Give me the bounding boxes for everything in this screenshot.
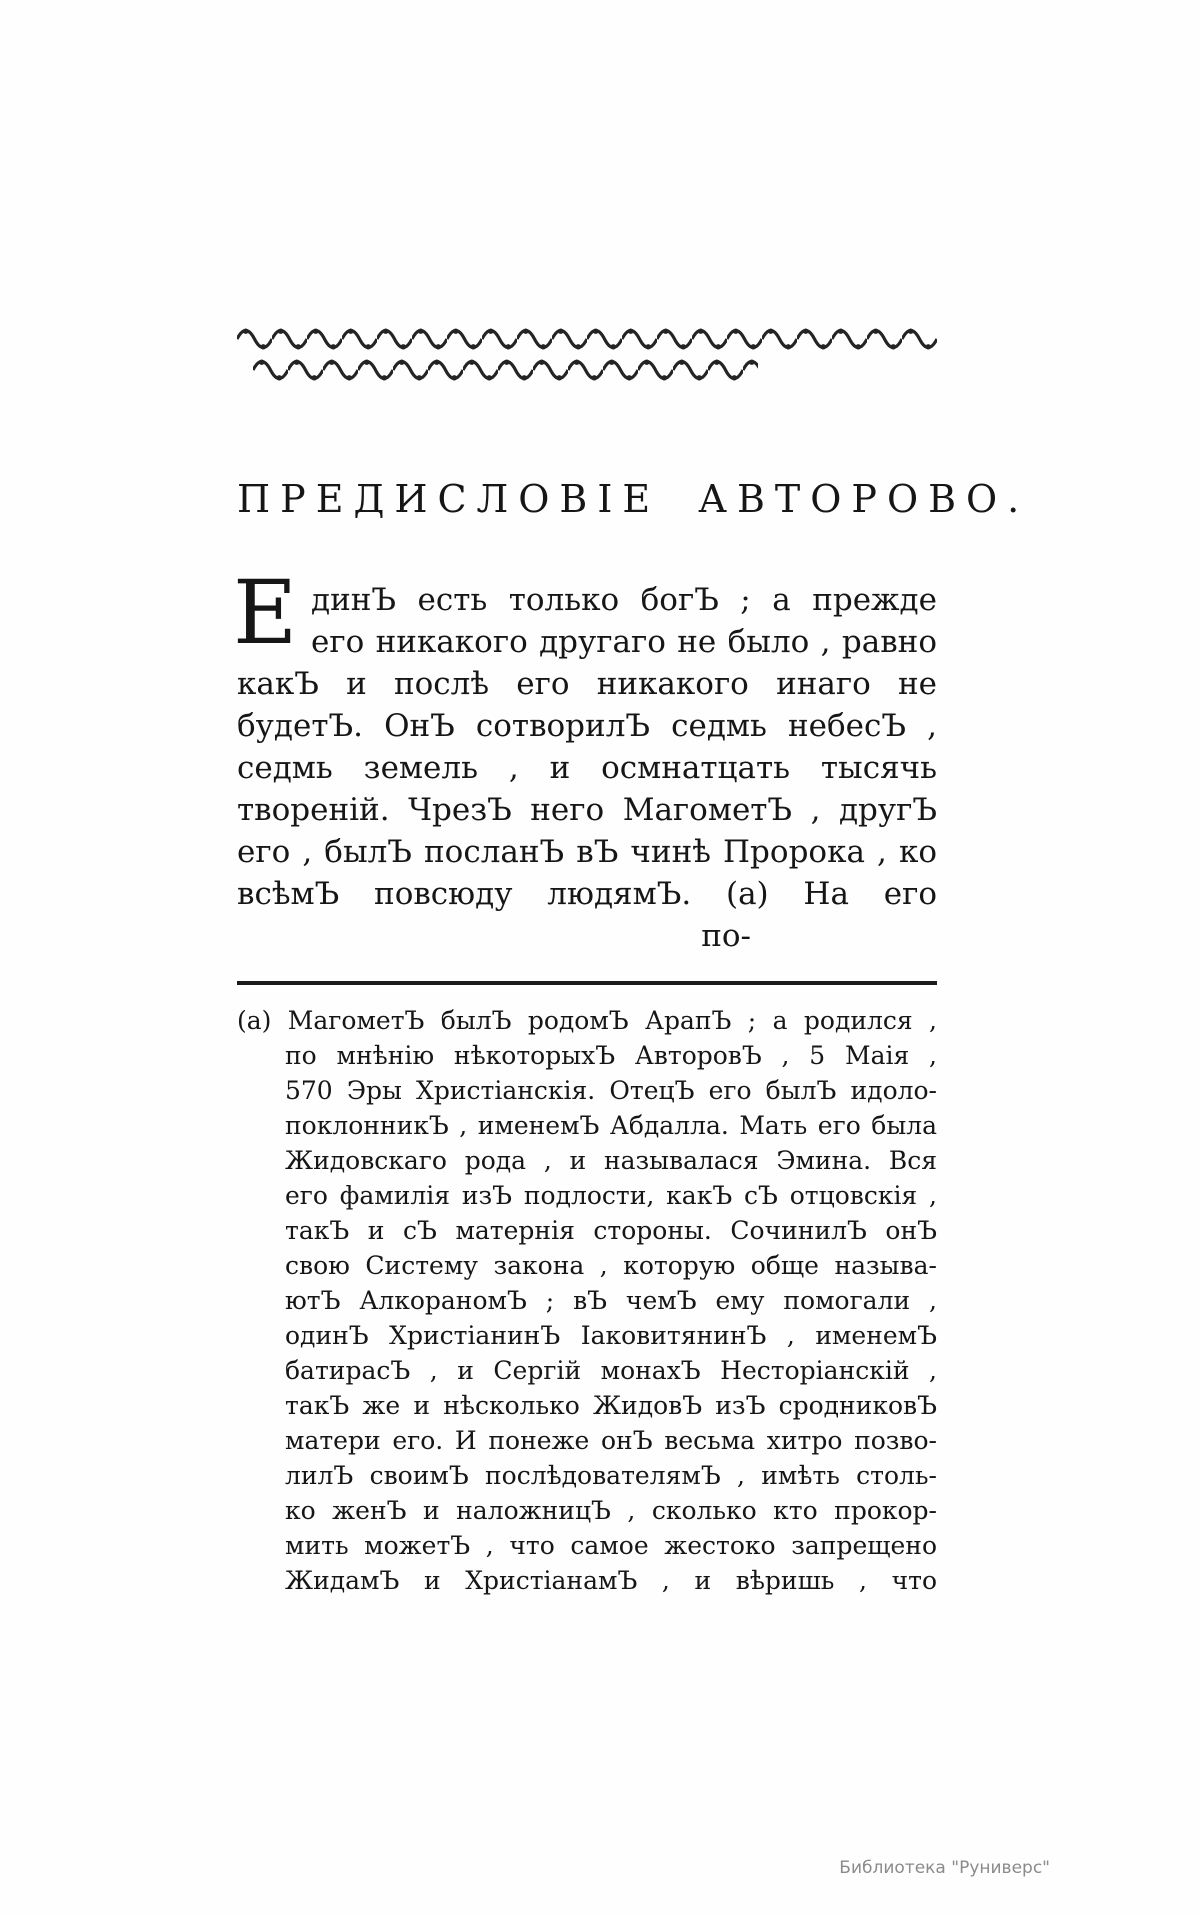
text-block — [233, 0, 1030, 1598]
library-watermark: Библиотека "Руниверс" — [839, 1858, 1050, 1878]
catchword: по- — [701, 918, 751, 954]
dropcap-initial: Е — [233, 561, 298, 664]
ornament-row-top-icon — [237, 326, 937, 352]
footnote-rule — [237, 981, 937, 985]
floral-vine-ornament — [237, 326, 937, 383]
body-lines: динЪ есть только богЪ ; а прежде его никакого другаго не было , равно какЪ и послѣ его никакого инаго не будетЪ. ОнЪ сотворилЪ седмь небесЪ , седмь земель , и осмнатцать тысячь твореній. ЧрезЪ него МагометЪ , другЪ его , былЪ посланЪ вЪ чинѣ Пророка , ко всѣмЪ повсюду людямЪ. (а) На его — [237, 582, 937, 912]
footnote-text: (а) МагометЪ былЪ родомЪ АрапЪ ; а родился , по мнѣнію нѣкоторыхЪ АвторовЪ , 5 Маія , 570 Эры Христіанскія. ОтецЪ его былЪ идоло- поклонникЪ , именемЪ Абдалла. Мать его была Жидовскаго рода , и называлася Эмина. Вся его фамилія изЪ подлости, какЪ сЪ отцовскія , такЪ и сЪ матернія стороны. СочинилЪ онЪ свою Систему закона , которую обще называ- ютЪ АлкораномЪ ; вЪ чемЪ ему помогали , одинЪ ХристіанинЪ ІаковитянинЪ , именемЪ батирасЪ , и Сергій монахЪ Несторіанскій , такЪ же и нѣсколько ЖидовЪ изЪ сродниковЪ матери его. И понеже онЪ весьма хитро позво- лилЪ своимЪ послѣдователямЪ , имѣть столь- ко женЪ и наложницЪ , сколько кто прокор- мить можетЪ , что самое жестоко запрещено ЖидамЪ и ХристіанамЪ , и вѣришь , что — [237, 1006, 937, 1595]
chapter-heading: ПРЕДИСЛОВІЕ АВТОРОВО. — [237, 477, 1030, 521]
body-paragraph — [233, 561, 937, 957]
ornament-row-bottom-icon — [253, 357, 937, 383]
